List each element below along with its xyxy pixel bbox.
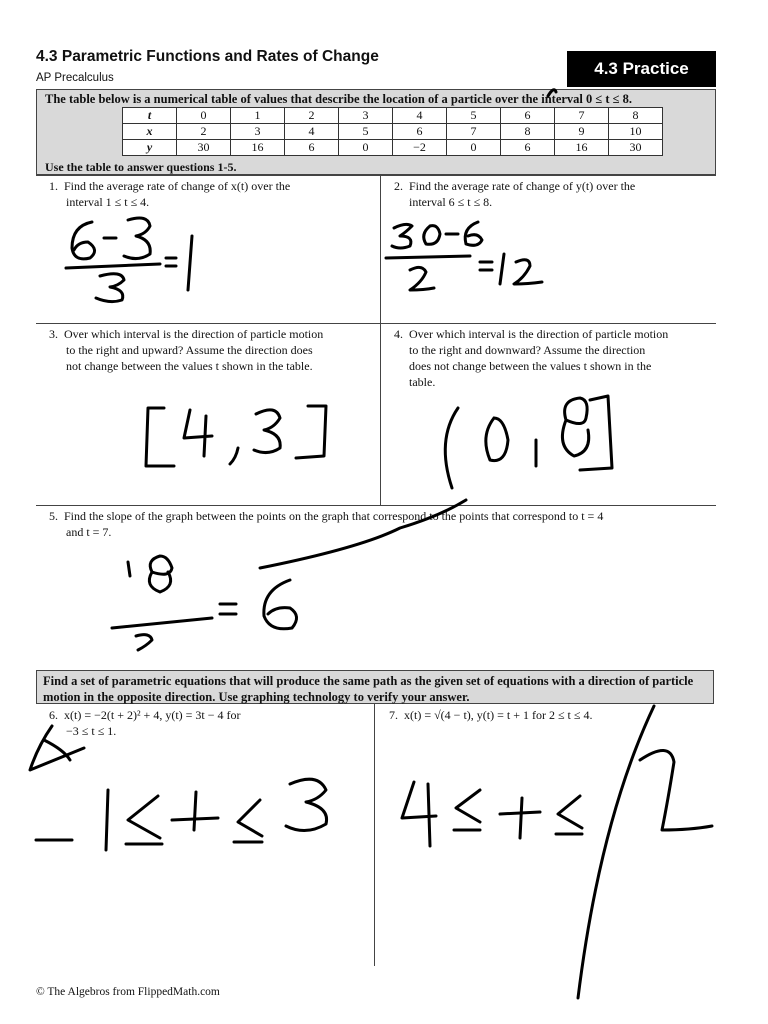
question-text: Find the slope of the graph between the points on the graph that correspond to the points that correspond to t = 4 <box>64 509 604 523</box>
page-subtitle: AP Precalculus <box>36 72 114 84</box>
table-cell: 8 <box>609 108 663 124</box>
question-text: to the right and upward? Assume the direction does <box>66 343 313 357</box>
table-cell: 30 <box>177 140 231 156</box>
handwriting-answer-2 <box>386 222 542 290</box>
question-text: to the right and downward? Assume the direction <box>409 343 646 357</box>
table-cell: 0 <box>339 140 393 156</box>
question-text: table. <box>409 375 436 389</box>
table-cell: 3 <box>339 108 393 124</box>
handwriting-answer-7 <box>402 90 712 998</box>
table-cell: 9 <box>555 124 609 140</box>
table-row-label: x <box>123 124 177 140</box>
table-cell: 1 <box>231 108 285 124</box>
table-row-label: t <box>123 108 177 124</box>
question-text: Find the average rate of change of y(t) over the <box>409 179 636 193</box>
table-cell: 7 <box>555 108 609 124</box>
question-text: and t = 7. <box>66 525 112 539</box>
table-cell: −2 <box>393 140 447 156</box>
handwriting-answer-4 <box>445 396 612 488</box>
question-number: 2. <box>394 179 403 193</box>
table-cell: 7 <box>447 124 501 140</box>
table-cell: 30 <box>609 140 663 156</box>
table-cell: 6 <box>501 140 555 156</box>
question-text: Find the average rate of change of x(t) over the <box>64 179 291 193</box>
question-number: 6. <box>49 708 58 722</box>
table-cell: 6 <box>285 140 339 156</box>
table-cell: 6 <box>501 108 555 124</box>
handwriting-answer-3 <box>146 406 326 466</box>
table-cell: 2 <box>177 124 231 140</box>
page-title: 4.3 Parametric Functions and Rates of Change <box>36 48 379 65</box>
table-cell: 10 <box>609 124 663 140</box>
table-row-label: y <box>123 140 177 156</box>
table-cell: 3 <box>231 124 285 140</box>
question-number: 4. <box>394 327 403 341</box>
question-number: 7. <box>389 708 398 722</box>
question-text: Over which interval is the direction of particle motion <box>64 327 324 341</box>
section2-instructions: Find a set of parametric equations that will produce the same path as the given set of equations with a direction of particle motion in the opposite direction. Use graphing technology to verify your answer. <box>36 670 714 704</box>
table-cell: 0 <box>177 108 231 124</box>
table-cell: 4 <box>285 124 339 140</box>
question-text: −3 ≤ t ≤ 1. <box>66 724 117 738</box>
table-cell: 5 <box>339 124 393 140</box>
table-cell: 0 <box>447 140 501 156</box>
question-text: x(t) = −2(t + 2)² + 4, y(t) = 3t − 4 for <box>64 708 241 722</box>
question-number: 3. <box>49 327 58 341</box>
table-cell: 6 <box>393 124 447 140</box>
table-intro: The table below is a numerical table of values that describe the location of a particle over the interval 0 ≤ t ≤ 8. <box>45 92 633 106</box>
question-number: 5. <box>49 509 58 523</box>
question-text: interval 6 ≤ t ≤ 8. <box>409 195 493 209</box>
question-text: does not change between the values t shown in the <box>409 359 652 373</box>
handwriting-answer-6 <box>30 726 327 850</box>
question-text: Over which interval is the direction of particle motion <box>409 327 669 341</box>
question-text: interval 1 ≤ t ≤ 4. <box>66 195 150 209</box>
handwriting-answer-1 <box>66 218 192 302</box>
handwriting-answer-5 <box>112 500 466 650</box>
table-cell: 2 <box>285 108 339 124</box>
question-text: x(t) = √(4 − t), y(t) = t + 1 for 2 ≤ t ≤ 4. <box>404 708 593 722</box>
table-cell: 16 <box>231 140 285 156</box>
use-table-note: Use the table to answer questions 1-5. <box>45 160 237 174</box>
footer-copyright: © The Algebros from FlippedMath.com <box>36 986 220 998</box>
question-text: not change between the values t shown in the table. <box>66 359 313 373</box>
table-cell: 5 <box>447 108 501 124</box>
question-number: 1. <box>49 179 58 193</box>
practice-badge: 4.3 Practice <box>567 51 716 87</box>
table-cell: 16 <box>555 140 609 156</box>
table-cell: 8 <box>501 124 555 140</box>
table-cell: 4 <box>393 108 447 124</box>
